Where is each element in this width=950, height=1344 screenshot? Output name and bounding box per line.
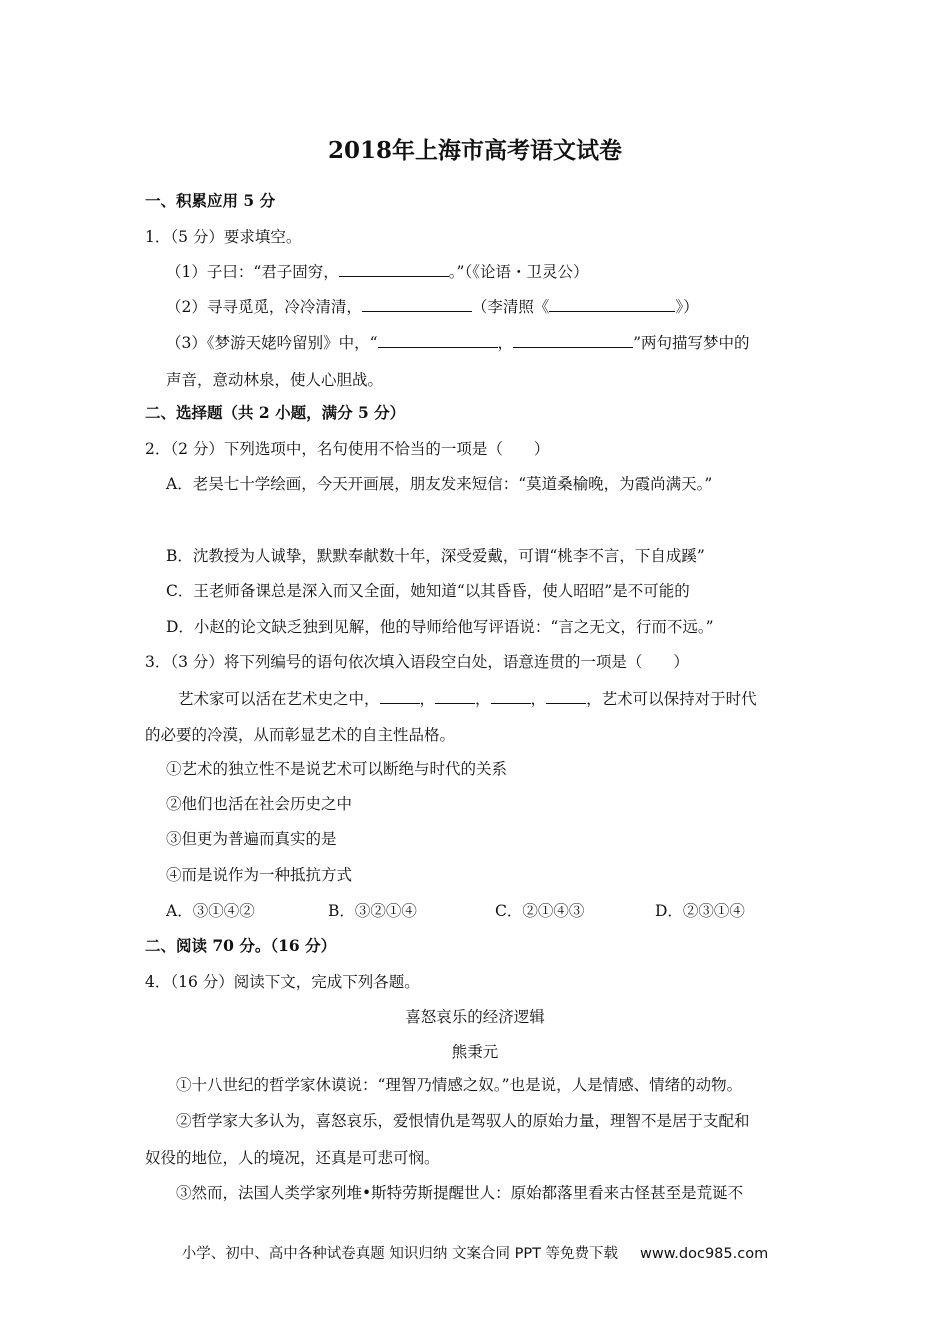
question-3-sentence-2: ②他们也活在社会历史之中 [166, 795, 353, 813]
article-paragraph-2-line-2: 奴役的地位，人的境况，还真是可悲可悯。 [145, 1149, 440, 1167]
q1-item3-text-a: （3）《梦游天姥吟留别》中，“ [166, 334, 378, 352]
section-heading-accumulation: 一、积累应用 5 分 [145, 191, 276, 210]
question-2-stem: 2．（2 分）下列选项中，名句使用不恰当的一项是（ ） [145, 440, 550, 458]
q3-passage-text-b: ，艺术可以保持对于时代 [586, 690, 757, 708]
article-paragraph-2-line-1: ②哲学家大多认为，喜怒哀乐，爱恨情仇是驾驭人的原始力量，理智不是居于支配和 [176, 1112, 750, 1130]
q3-option-b: B．③②①④ [328, 902, 417, 920]
article-title: 喜怒哀乐的经济逻辑 [405, 1008, 545, 1026]
exam-title: 2018年上海市高考语文试卷 [327, 137, 622, 164]
q1-item3-blank-2 [513, 332, 633, 348]
question-3-passage-line-1 [178, 688, 757, 709]
q3-blank-2 [435, 688, 475, 704]
q1-item3-blank-1 [378, 332, 498, 348]
q1-item2-text-b: （李清照《 [471, 298, 550, 316]
q3-comma-2: ， [475, 690, 491, 708]
q1-item2-blank-1 [362, 296, 472, 312]
question-3-options [166, 901, 745, 921]
q3-option-d: D．②③①④ [655, 902, 745, 920]
article-author: 熊秉元 [451, 1043, 499, 1061]
question-2-option-c: C．王老师备课总是深入而又全面，她知道“以其昏昏，使人昭昭”是不可能的 [166, 582, 690, 600]
question-3-sentence-1: ①艺术的独立性不是说艺术可以断绝与时代的关系 [166, 760, 508, 778]
question-1-item-2 [166, 296, 699, 317]
page-footer [0, 1244, 950, 1264]
article-paragraph-3: ③然而，法国人类学家列堆•斯特劳斯提醒世人：原始都落里看来古怪甚至是荒诞不 [176, 1184, 744, 1202]
question-1-item-3-continued: 声音，意动林泉，使人心胆战。 [166, 371, 384, 389]
question-2-option-a: A．老吴七十学绘画，今天开画展，朋友发来短信：“莫道桑榆晚，为霞尚满天。” [166, 475, 713, 493]
footer-url[interactable]: www.doc985.com [640, 1246, 769, 1262]
q3-blank-3 [491, 688, 531, 704]
q1-item2-text-a: （2）寻寻觅觅，冷冷清清， [166, 298, 362, 316]
question-3-sentence-3: ③但更为普遍而真实的是 [166, 830, 337, 848]
question-1-item-1 [166, 261, 588, 282]
q3-blank-1 [380, 688, 420, 704]
question-2-option-d: D．小赵的论文缺乏独到见解，他的导师给他写评语说：“言之无文，行而不远。” [166, 618, 714, 636]
q3-comma-3: ， [530, 690, 547, 708]
q3-option-c: C．②①④③ [495, 902, 585, 920]
q1-item2-text-c: 》） [675, 298, 699, 316]
question-3-passage-line-2: 的必要的冷漠，从而彰显艺术的自主性品格。 [145, 726, 456, 744]
q3-passage-text-a: 艺术家可以活在艺术史之中， [178, 690, 380, 708]
q1-item2-blank-2 [549, 296, 675, 312]
question-1-item-3 [166, 332, 750, 353]
q1-item1-text-a: （1）子曰：“君子固穷， [166, 263, 339, 281]
q1-item1-blank [339, 261, 449, 277]
question-4-stem: 4．（16 分）阅读下文，完成下列各题。 [145, 973, 420, 991]
q3-option-a: A．③①④② [166, 902, 255, 920]
question-1-stem: 1．（5 分）要求填空。 [145, 228, 302, 246]
q1-item1-text-b: 。”（《论语・卫灵公） [448, 263, 589, 281]
q1-item3-text-b: ， [497, 334, 514, 352]
article-paragraph-1: ①十八世纪的哲学家休谟说：“理智乃情感之奴。”也是说，人是情感、情绪的动物。 [176, 1076, 743, 1094]
question-2-option-b: B．沈教授为人诚挚，默默奉献数十年，深受爱戴，可谓“桃李不言，下自成蹊” [166, 547, 705, 565]
q3-blank-4 [546, 688, 586, 704]
footer-text: 小学、初中、高中各种试卷真题 知识归纳 文案合同 PPT 等免费下载 [181, 1246, 619, 1262]
section-heading-choice: 二、选择题（共 2 小题，满分 5 分） [145, 403, 406, 422]
q3-comma-1: ， [419, 690, 436, 708]
q1-item3-text-c: ”两句描写梦中的 [633, 334, 750, 352]
section-heading-reading: 二、阅读 70 分。（16 分） [145, 936, 337, 955]
question-3-stem: 3．（3 分）将下列编号的语句依次填入语段空白处，语意连贯的一项是（ ） [145, 653, 689, 671]
question-3-sentence-4: ④而是说作为一种抵抗方式 [166, 866, 353, 884]
